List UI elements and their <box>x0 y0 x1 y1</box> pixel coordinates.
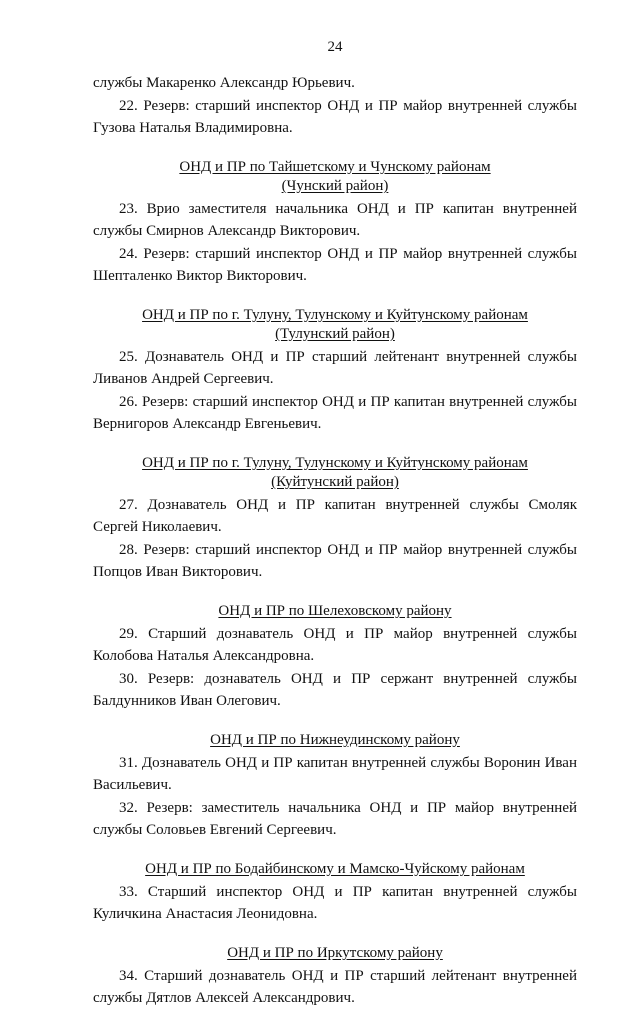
section-heading-shelekhovsky <box>93 602 577 621</box>
section-heading-line: ОНД и ПР по Бодайбинскому и Мамско-Чуйскому районам <box>145 861 525 877</box>
section-heading-subline: (Тулунский район) <box>275 326 395 342</box>
section-heading-line: ОНД и ПР по Нижнеудинскому району <box>210 732 460 748</box>
document-body <box>93 72 577 1010</box>
section-heading-subline: (Куйтунский район) <box>271 474 399 490</box>
section-heading-nizhneudinsky <box>93 731 577 750</box>
list-item-29: 29. Старший дознаватель ОНД и ПР майор внутренней службы Колобова Наталья Александровна. <box>93 626 577 664</box>
list-item-26: 26. Резерв: старший инспектор ОНД и ПР капитан внутренней службы Вернигоров Александр Евгеньевич. <box>93 394 577 432</box>
section-heading-tulunsky <box>93 306 577 344</box>
section-heading-irkutsky <box>93 944 577 963</box>
list-item-28: 28. Резерв: старший инспектор ОНД и ПР майор внутренней службы Попцов Иван Викторович. <box>93 542 577 580</box>
list-item-31: 31. Дознаватель ОНД и ПР капитан внутренней службы Воронин Иван Васильевич. <box>93 755 577 793</box>
section-heading-subline: (Чунский район) <box>281 178 389 194</box>
section-heading-line: ОНД и ПР по Иркутскому району <box>227 945 443 961</box>
list-item-32: 32. Резерв: заместитель начальника ОНД и ПР майор внутренней службы Соловьев Евгений Сергеевич. <box>93 800 577 838</box>
list-item-24: 24. Резерв: старший инспектор ОНД и ПР майор внутренней службы Шепталенко Виктор Викторович. <box>93 246 577 284</box>
section-heading-line: ОНД и ПР по г. Тулуну, Тулунскому и Куйтунскому районам <box>142 455 528 471</box>
section-heading-line: ОНД и ПР по г. Тулуну, Тулунскому и Куйтунскому районам <box>142 307 528 323</box>
list-item-25: 25. Дознаватель ОНД и ПР старший лейтенант внутренней службы Ливанов Андрей Сергеевич. <box>93 349 577 387</box>
page-number: 24 <box>327 39 343 55</box>
list-item-23: 23. Врио заместителя начальника ОНД и ПР капитан внутренней службы Смирнов Александр Викторович. <box>93 201 577 239</box>
section-heading-kuytunsky <box>93 454 577 492</box>
paragraph-continuation: службы Макаренко Александр Юрьевич. <box>93 75 355 91</box>
list-item-33: 33. Старший инспектор ОНД и ПР капитан внутренней службы Куличкина Анастасия Леонидовна. <box>93 884 577 922</box>
section-heading-bodaybinsky <box>93 860 577 879</box>
list-item-30: 30. Резерв: дознаватель ОНД и ПР сержант внутренней службы Балдунников Иван Олегович. <box>93 671 577 709</box>
list-item-22: 22. Резерв: старший инспектор ОНД и ПР майор внутренней службы Гузова Наталья Владимировна. <box>93 98 577 136</box>
section-heading-line: ОНД и ПР по Шелеховскому району <box>218 603 452 619</box>
section-heading-chunsky <box>93 158 577 196</box>
section-heading-line: ОНД и ПР по Тайшетскому и Чунскому районам <box>179 159 491 175</box>
list-item-27: 27. Дознаватель ОНД и ПР капитан внутренней службы Смоляк Сергей Николаевич. <box>93 497 577 535</box>
list-item-34: 34. Старший дознаватель ОНД и ПР старший лейтенант внутренней службы Дятлов Алексей Александрович. <box>93 968 577 1006</box>
document-page <box>93 0 577 1006</box>
